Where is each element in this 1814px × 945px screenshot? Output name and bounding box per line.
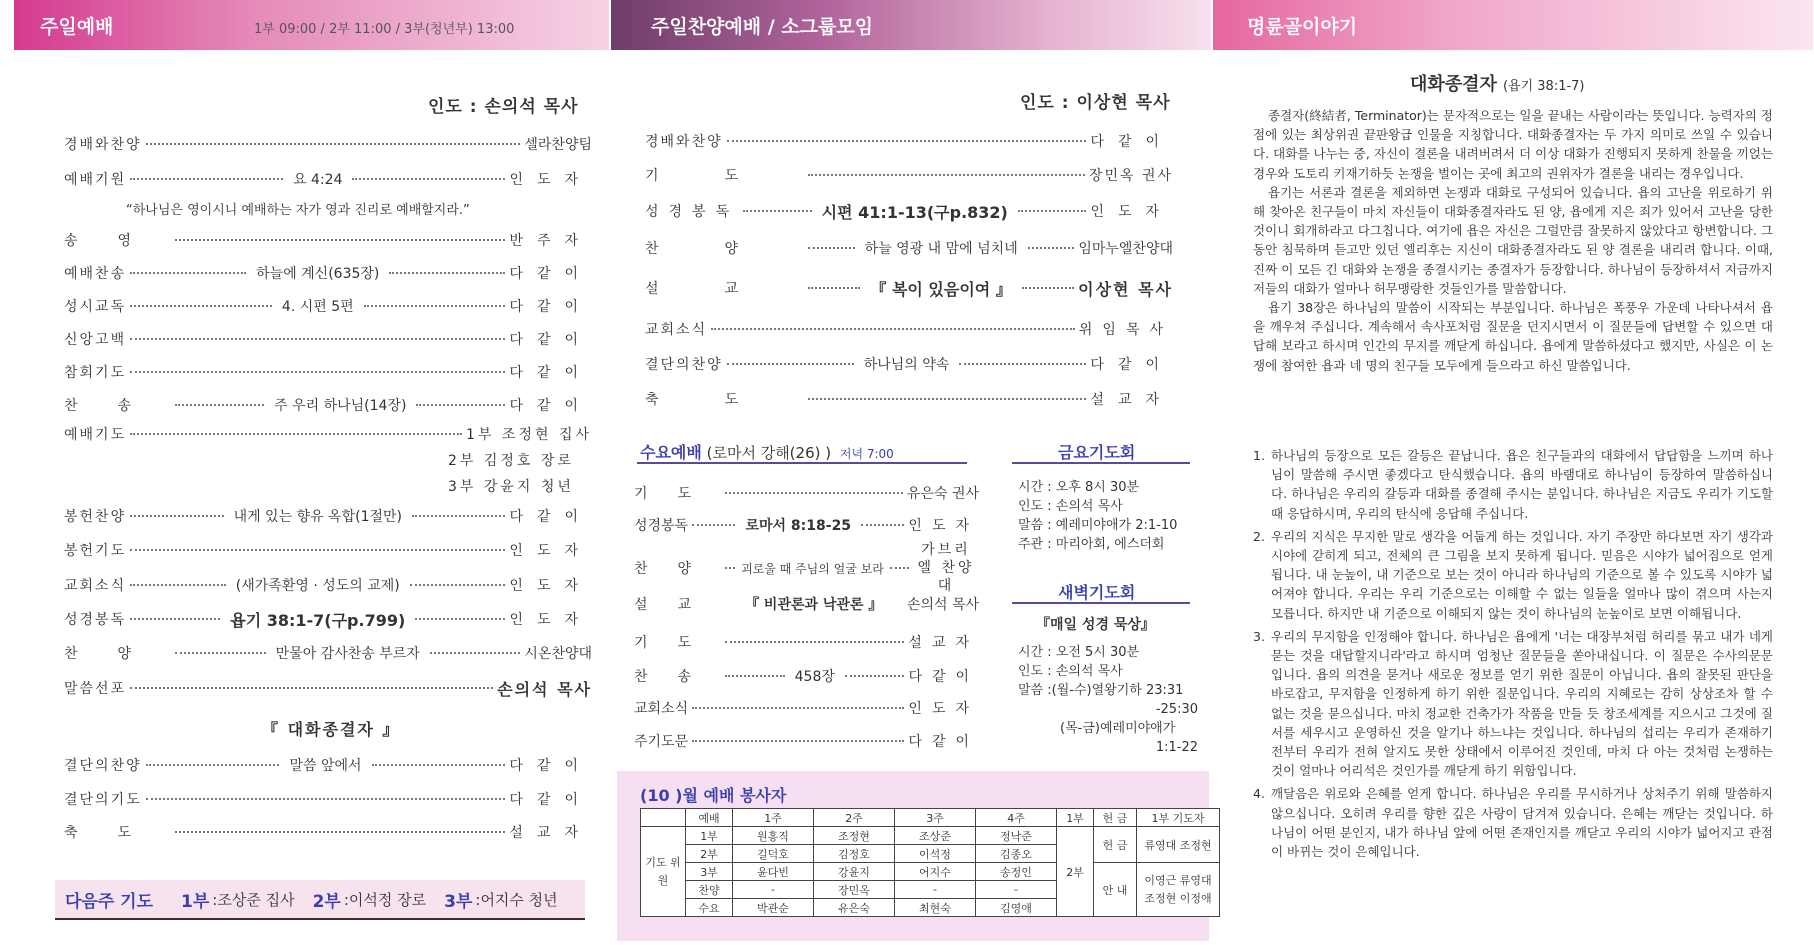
order-row: 예배기도 1부 조정현 집사 xyxy=(64,427,592,443)
order-row: 성시교독 4. 시편 5편 다같이 xyxy=(64,299,592,315)
order-row: 축도 설교자 xyxy=(64,825,592,841)
order-row: 결단의기도 다같이 xyxy=(64,792,592,808)
story-points xyxy=(1253,446,1773,865)
dawn-subtitle: 『매일 성경 묵상』 xyxy=(1036,617,1155,633)
wed-row: 주기도문 다같이 xyxy=(634,734,979,750)
wed-row: 기도 설교자 xyxy=(634,635,979,651)
story-body: 종결자(終結者, Terminator)는 문자적으로는 일을 끝내는 사람이라는 뜻입니다. 능력자의 정점에 있는 최상위권 끝판왕급 인물을 지칭합니다. 대화종결자는 두 가지 의미로 쓰일 수 있습니다. 대화를 나누는 중, 자신이 결론을 내려버려서 더 이상 대화가 진행되지 못하게 찬물을 끼얹는 경우와 도토리 키재기하듯 논쟁을 벌이는 곳에 최고의 권위자가 결론을 내리는 경우입니다. 욥기는 서론과 결론을 제외하면 논쟁과 대화로 구성되어 있습니다. 욥의 고난을 위로하기 위해 찾아온 친구들이 마치 자신들이 대화종결자라도 된 양, 욥에게 지은 죄가 있어서 고난을 당한 것이니 회개하라고 다그칩니다. 여기에 욥은 자신은 그럴만큼 잘못하지 않았다고 항변합니다. 그동안 침묵하며 듣고만 있던 엘리후는 지신이 대화종결자라도 된 양 결론을 내리려 합니다. 이때, 진짜 이 모든 긴 대화와 논쟁을 종결시키는 종결자가 등장합니다. 하나님이 등장하셔서 지금까지 저들의 대화가 얼마나 허무맹랑한 것들인가를 말씀합니다. 욥기 38장은 하나님의 말씀이 시작되는 부분입니다. 하나님은 폭풍우 가운데 나타나셔서 욥을 깨우쳐 주십니다. 계속해서 속사포처럼 질문을 던지시면서 이 질문들에 답변할 수 있으면 대답해 보라고 하시며 인간의 무지를 깨닫게 하십니다. 욥에게 말씀하셨다고 했지만, 사실은 이 논쟁에 참여한 욥과 네 명의 친구들 모두에게 들으라고 하신 말씀입니다. xyxy=(1253,108,1773,373)
dawn-underline xyxy=(1012,602,1190,604)
table-row: 3부 윤다빈 강윤지 어지수 송정인 안 내 이영근 류영대 조정현 이정애 xyxy=(641,863,1220,881)
volunteers-title: (10 )월 예배 봉사자 xyxy=(640,786,787,805)
fri-title: 금요기도회 xyxy=(1058,443,1136,462)
table-row: 예배 1주 2주 3주 4주 1부 헌 금 1부 기도자 xyxy=(641,809,1220,827)
table-row: 기도 위원 1부 원홍직 조정현 조상준 정낙준 2부 헌 금 류영대 조정현 xyxy=(641,827,1220,845)
dawn-info: 시간 : 오전 5시 30분 인도 : 손의석 목사 말씀 :(월-수)열왕기하 23:31 -25:30 (목-금)예레미야애가 1:1-22 xyxy=(1018,645,1198,755)
header-band-praise xyxy=(611,0,1211,50)
list-item: 1. 하나님의 등장으로 모든 갈등은 끝납니다. 욥은 친구들과의 대화에서 답답함을 느끼며 하나님이 말씀해 주시면 좋겠다고 탄식했습니다. 욥의 바램대로 하나님이 등장하여 말씀하십니다. 하나님은 우리의 갈등과 대화를 종결해 주시는 분입니다. 하나님은 지금도 우리가 기도할 때 응답하시며, 우리의 탄식에 응답해 주십니다. xyxy=(1253,448,1773,521)
band-title-sunday-worship: 주일예배 xyxy=(40,16,114,38)
order-row: 봉헌찬양 내게 있는 향유 옥합(1절만) 다같이 xyxy=(64,509,593,525)
band-title-story: 명륜골이야기 xyxy=(1247,16,1358,38)
order-row: 경배와찬양 셀라찬양팀 xyxy=(64,137,592,153)
worship-quote: “하나님은 영이시니 예배하는 자가 영과 진리로 예배할지라.” xyxy=(126,203,470,218)
order-row: 성경봉독 시편 41:1-13(구p.832) 인도자 xyxy=(645,202,1174,222)
wed-row: 찬양 괴로울 때 주님의 얼굴 보라 가브리엘 찬양대 xyxy=(634,542,975,594)
table-row: 수요 박관순 유은숙 최현숙 김영애 xyxy=(641,899,1220,917)
band-title-praise-worship: 주일찬양예배 / 소그룹모임 xyxy=(651,16,874,38)
dawn-title: 새벽기도회 xyxy=(1058,583,1136,602)
wed-row: 찬송 458장 다같이 xyxy=(634,669,980,685)
order-row: 경배와찬양 다같이 xyxy=(645,134,1173,150)
wed-underline xyxy=(637,462,967,464)
next-week-prayer: 다음주 기도 1부 :조상준 집사 2부 :이석정 장로 3부 :어지수 청년 xyxy=(55,880,585,920)
order-row: 찬송 주 우리 하나님(14장) 다같이 xyxy=(64,398,593,414)
order-row: 결단의찬양 하나님의 약속 다같이 xyxy=(645,357,1173,373)
list-item: 2. 우리의 지식은 무지한 말로 생각을 어둡게 하는 것입니다. 자기 주장만 하다보면 자기 생각과 시야에 갇히게 되고, 전체의 큰 그림을 보지 못하게 됩니다. 믿음은 시야가 넓어짐으로 얻게 됩니다. 내 눈높이, 내 기준으로 보는 것이 아니라 하나님의 기준으로 볼 수 있도록 시야가 넓어져야 합니다. 우리는 우리 기준으로는 이해할 수 없는 일들을 얼마나 많이 겪으며 사는지 모릅니다. 하지만 내 기준으로 이해되지 않는 것이 하나님의 눈높이로 보면 이해됩니다. xyxy=(1253,528,1773,621)
order-row: 결단의찬양 말씀 앞에서 다같이 xyxy=(64,758,592,774)
order-row: 신앙고백 다같이 xyxy=(64,332,592,348)
list-item: 4. 깨달음은 위로와 은혜를 얻게 합니다. 하나님은 우리를 무시하거나 상처주기 위해 말씀하지 않으십니다. 오히려 우리를 향한 깊은 사랑이 담겨져 있습니다. 은혜는 깨닫는 것입니다. 하나님이 어떤 분인지, 내가 하나님 앞에 어떤 존재인지를 깨닫고 우리의 시야가 넓어지고 관점이 바뀌는 것이 은혜입니다. xyxy=(1253,786,1773,860)
wed-row: 교회소식 인도자 xyxy=(634,701,979,717)
list-item: 3. 우리의 무지함을 인정해야 합니다. 하나님은 욥에게 '너는 대장부처럼 허리를 묶고 내가 네게 묻는 것을 대답할지니라'라고 하시며 엄청난 질문들을 쏟아내십니다. 이 질문은 수사의문문입니다. 욥의 의견을 묻거나 새로운 정보를 얻기 위한 질문이 아닙니다. 욥의 잘못된 판단을 바로잡고, 무지함을 인정하게 하기 위한 질문입니다. 우리의 지혜로는 감히 상상조차 할 수 없는 것을 묻으십니다. 마치 정교한 건축가가 작품을 만들 듯 창조세계를 지으시고 그것에 질서를 세우시고 운영하신 것을 알기나 하느냐는 것입니다. 하나님의 섭리는 우리가 존재하기 전부터 우리가 전혀 알지도 못한 상태에서 이루어진 것인데, 마치 다 아는 것처럼 논쟁하는 것이 얼마나 어리석은 것인가를 깨닫게 하기 위함입니다. xyxy=(1253,628,1773,779)
header-band-worship xyxy=(14,0,609,50)
table-row: 찬양 - 장민옥 - - xyxy=(641,881,1220,899)
order-row: 교회소식 (새가족환영 · 성도의 교제) 인도자 xyxy=(64,578,592,594)
order-row: 찬양 만물아 감사찬송 부르자 시온찬양대 xyxy=(64,646,593,662)
wed-header: 수요예배 (로마서 강해(26) ) 저녁 7:00 xyxy=(640,443,894,462)
order-row: 찬양 하늘 영광 내 맘에 넘치네 임마누엘찬양대 xyxy=(645,241,1173,257)
sermon-title: 『 대화종결자 』 xyxy=(262,720,401,739)
band-times: 1부 09:00 / 2부 11:00 / 3부(청년부) 13:00 xyxy=(254,22,515,37)
order-row: 봉헌기도 인도자 xyxy=(64,543,592,559)
order-row: 설교 『 복이 있음이여 』 이상현 목사 xyxy=(645,279,1173,299)
prayer-2bu: 2부 김정호 장로 xyxy=(448,453,574,469)
order-row: 축도 설교자 xyxy=(645,392,1173,408)
order-row: 예배찬송 하늘에 계신(635장) 다같이 xyxy=(64,266,592,282)
fri-info: 시간 : 오후 8시 30분 인도 : 손의석 목사 말씀 : 예레미야애가 2:1-10 주관 : 마리아회, 에스더회 xyxy=(1018,480,1178,552)
table-row: 2부 길덕호 김정호 이석정 김종오 xyxy=(641,845,1220,863)
wed-row: 설교 『 비관론과 낙관론 』 손의석 목사 xyxy=(634,597,979,613)
prayer-3bu: 3부 강윤지 청년 xyxy=(448,479,574,495)
order-row: 성경봉독 욥기 38:1-7(구p.799) 인도자 xyxy=(64,610,593,630)
col1-leader: 인도 : 손의석 목사 xyxy=(428,97,579,117)
order-row: 교회소식 위임목사 xyxy=(645,322,1173,338)
order-row: 참회기도 다같이 xyxy=(64,365,592,381)
order-row: 송영 반주자 xyxy=(64,233,592,249)
header-band-story xyxy=(1213,0,1813,50)
wed-row: 성경봉독 로마서 8:18-25 인도자 xyxy=(634,518,979,534)
col2-leader: 인도 : 이상현 목사 xyxy=(1020,93,1171,113)
order-row: 말씀선포 손의석 목사 xyxy=(64,679,592,699)
order-row: 기도 장민옥 권사 xyxy=(645,168,1173,184)
wed-row: 기도 유은숙 권사 xyxy=(634,486,979,502)
story-title: 대화종결자 (욥기 38:1-7) xyxy=(1410,74,1585,95)
order-row: 예배기원 요 4:24 인도자 xyxy=(64,172,593,188)
volunteers-table xyxy=(640,808,1220,917)
fri-underline xyxy=(1012,462,1190,464)
